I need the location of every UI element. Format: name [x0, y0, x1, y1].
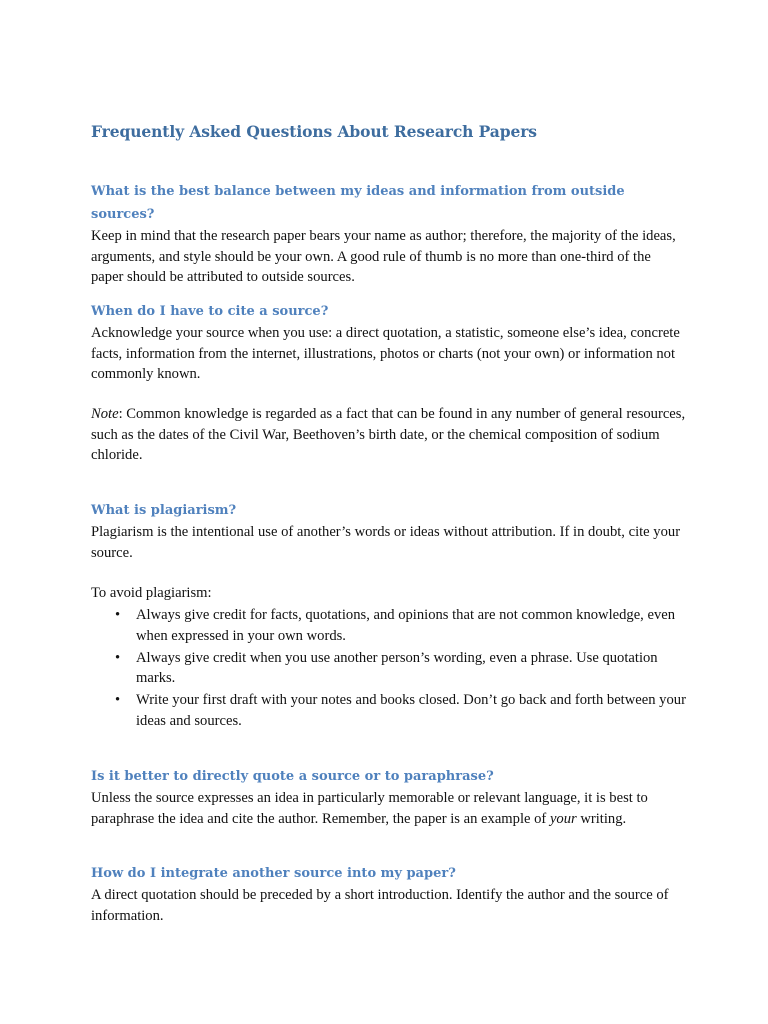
list-item-text: Always give credit when you use another person’s wording, even a phrase. Use quotation marks.	[136, 649, 658, 686]
list-item-text: Always give credit for facts, quotations, and opinions that are not common knowledge, even when expressed in your own words.	[136, 607, 676, 644]
section-paragraph-integrate: A direct quotation should be preceded by a short introduction. Identify the author and the source of information.	[91, 887, 669, 924]
note-text: : Common knowledge is regarded as a fact that can be found in any number of general resources, such as the dates of the Civil War, Beethoven’s birth date, or the chemical composition of sodium chloride.	[91, 406, 686, 463]
bullet-icon: •	[115, 692, 121, 708]
section-heading-plagiarism: What is plagiarism?	[91, 503, 237, 518]
emphasis-text: your	[549, 810, 577, 827]
section-heading-quote-or-paraphrase: Is it better to directly quote a source or to paraphrase?	[91, 769, 494, 784]
bullet-icon: •	[115, 649, 121, 666]
plagiarism-bullet-list	[91, 605, 686, 733]
list-item	[91, 605, 686, 646]
list-item-text: Write your first draft with your notes and books closed. Don’t go back and forth between your ideas and sources.	[136, 692, 686, 729]
section-heading-cite: When do I have to cite a source?	[91, 304, 329, 319]
note-label: Note	[91, 406, 119, 422]
section-paragraph-cite: Acknowledge your source when you use: a direct quotation, a statistic, someone else’s idea, concrete facts, information from the internet, illustrations, photos or charts (not your own) or information not commonly known.	[91, 325, 680, 382]
bullet-icon: •	[115, 607, 121, 623]
paragraph-text: Unless the source expresses an idea in particularly memorable or relevant language, it is best to paraphrase the idea and cite the author. Remember, the paper is an example of	[91, 790, 648, 827]
paragraph-text-end: writing.	[576, 810, 627, 827]
avoid-plagiarism-intro: To avoid plagiarism:	[91, 585, 212, 601]
list-item	[91, 648, 686, 689]
page-title: Frequently Asked Questions About Research Papers	[91, 122, 537, 141]
section-paragraph-quote-or-paraphrase	[91, 788, 686, 829]
list-item	[91, 690, 686, 731]
section-heading-balance: What is the best balance between my ideas and information from outside sources?	[91, 184, 625, 222]
section-paragraph-balance: Keep in mind that the research paper bears your name as author; therefore, the majority of the ideas, arguments, and style should be your own. A good rule of thumb is no more than one-third of the paper should be attributed to outside sources.	[91, 228, 676, 285]
section-paragraph-plagiarism: Plagiarism is the intentional use of another’s words or ideas without attribution. If in doubt, cite your source.	[91, 524, 681, 561]
section-heading-integrate: How do I integrate another source into my paper?	[91, 866, 456, 881]
note-paragraph	[91, 404, 686, 466]
